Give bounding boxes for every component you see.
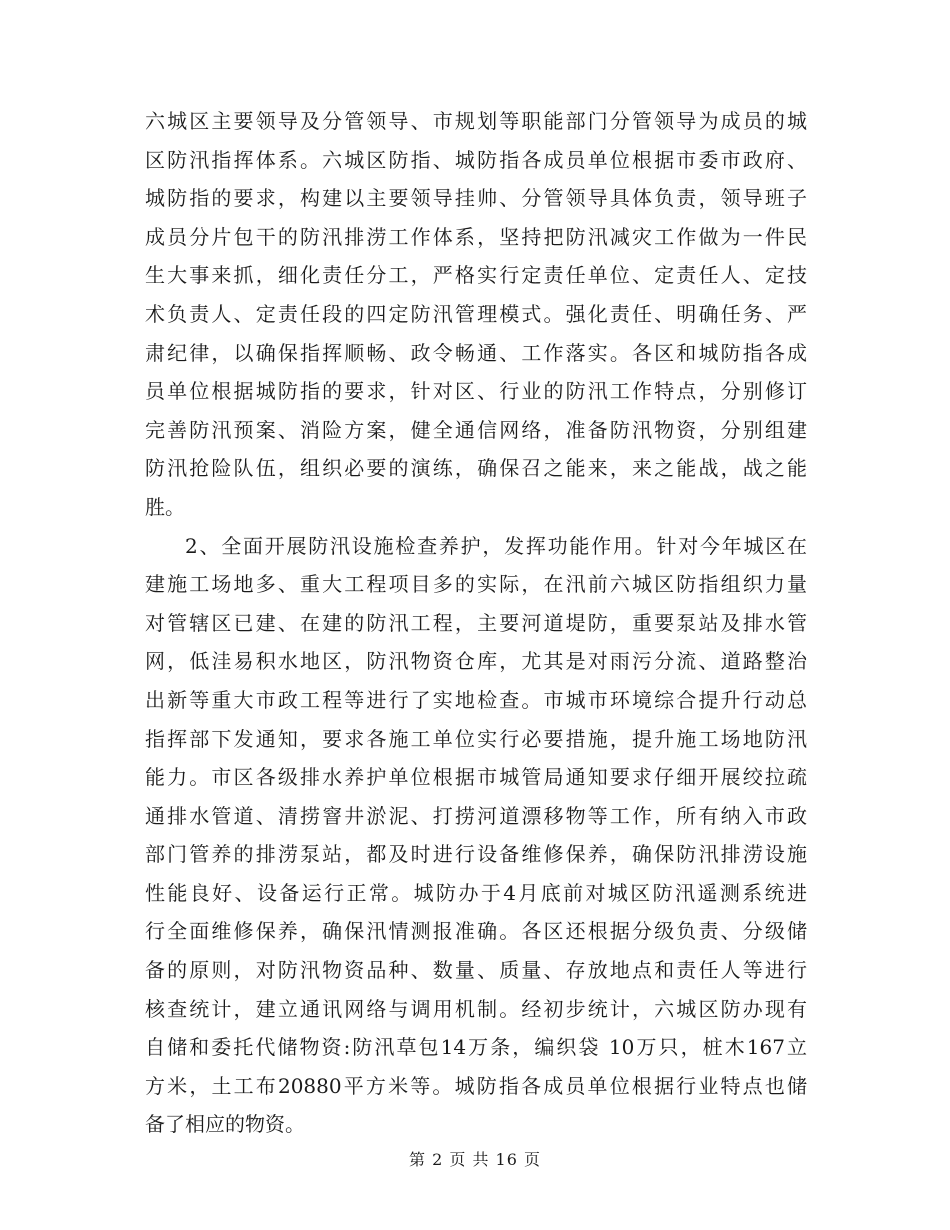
text-line: 术负责人、定责任段的四定防汛管理模式。强化责任、明确任务、严 xyxy=(145,301,807,326)
text-line: 城防指的要求，构建以主要领导挂帅、分管领导具体负责，领导班子 xyxy=(145,186,807,211)
text-line: 备了相应的物资。 xyxy=(145,1112,305,1137)
page-number-footer: 第 2 页 共 16 页 xyxy=(409,1150,541,1169)
text-line: 对管辖区已建、在建的防汛工程，主要河道堤防，重要泵站及排水管 xyxy=(145,610,807,635)
text-line: 通排水管道、清捞窨井淤泥、打捞河道漂移物等工作，所有纳入市政 xyxy=(145,803,807,828)
text-line: 生大事来抓，细化责任分工，严格实行定责任单位、定责任人、定技 xyxy=(145,263,807,288)
text-line: 六城区主要领导及分管领导、市规划等职能部门分管领导为成员的城 xyxy=(145,109,807,133)
text-line: 出新等重大市政工程等进行了实地检查。市城市环境综合提升行动总 xyxy=(145,687,807,712)
text-line: 核查统计，建立通讯网络与调用机制。经初步统计，六城区防办现有 xyxy=(145,996,807,1021)
text-line: 网，低洼易积水地区，防汛物资仓库，尤其是对雨污分流、道路整治 xyxy=(145,649,807,674)
text-line: 自储和委托代储物资:防汛草包14万条，编织袋 10万只，桩木167立 xyxy=(145,1035,807,1060)
text-line: 部门管养的排涝泵站，都及时进行设备维修保养，确保防汛排涝设施 xyxy=(145,842,807,867)
paragraph-2 xyxy=(145,527,807,1145)
text-line: 防汛抢险队伍，组织必要的演练，确保召之能来，来之能战，战之能 xyxy=(145,456,807,481)
text-line: 方米，土工布20880平方米等。城防指各成员单位根据行业特点也储 xyxy=(145,1073,807,1098)
text-line: 胜。 xyxy=(145,494,185,519)
text-line: 成员分片包干的防汛排涝工作体系，坚持把防汛减灾工作做为一件民 xyxy=(145,224,807,249)
text-line: 完善防汛预案、消险方案，健全通信网络，准备防汛物资，分别组建 xyxy=(145,417,807,442)
text-line: 行全面维修保养，确保汛情测报准确。各区还根据分级负责、分级储 xyxy=(145,919,807,944)
paragraph-1 xyxy=(145,102,807,527)
text-line: 备的原则，对防汛物资品种、数量、质量、存放地点和责任人等进行 xyxy=(145,958,807,983)
text-line: 能力。市区各级排水养护单位根据市城管局通知要求仔细开展绞拉疏 xyxy=(145,765,807,790)
text-line: 区防汛指挥体系。六城区防指、城防指各成员单位根据市委市政府、 xyxy=(145,147,807,172)
text-line: 员单位根据城防指的要求，针对区、行业的防汛工作特点，分别修订 xyxy=(145,379,807,404)
text-line: 建施工场地多、重大工程项目多的实际，在汛前六城区防指组织力量 xyxy=(145,572,807,597)
text-line: 指挥部下发通知，要求各施工单位实行必要措施，提升施工场地防汛 xyxy=(145,726,807,751)
document-body xyxy=(145,102,807,1144)
text-line: 肃纪律，以确保指挥顺畅、政令畅通、工作落实。各区和城防指各成 xyxy=(145,340,807,365)
text-line: 2、全面开展防汛设施检查养护，发挥功能作用。针对今年城区在 xyxy=(185,533,807,558)
text-line: 性能良好、设备运行正常。城防办于4月底前对城区防汛遥测系统进 xyxy=(145,880,807,905)
